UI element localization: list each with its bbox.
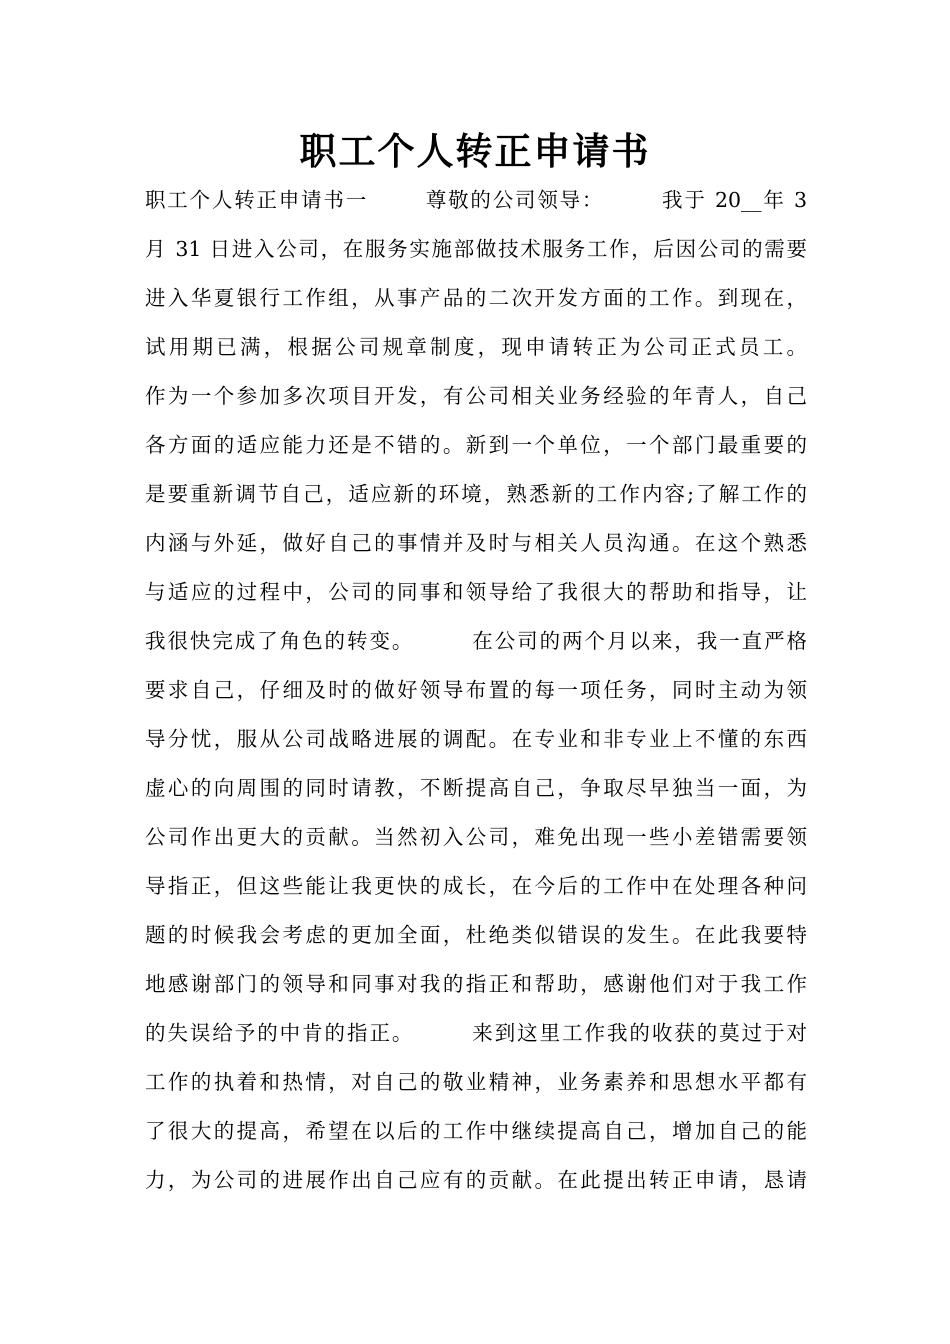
body-text-segment: 力，为公司的进展作出自己应有的贡献。在此提出转正申请，恳请 <box>145 1168 807 1192</box>
body-text-segment: 导分忧，服从公司战略进展的调配。在专业和非专业上不懂的东西 <box>145 727 807 751</box>
body-text-segment: 进入华夏银行工作组，从事产品的二次开发方面的工作。到现在， <box>145 286 807 310</box>
body-line <box>145 666 807 715</box>
body-line <box>145 568 807 617</box>
body-line <box>145 1156 807 1205</box>
body-text-segment: 与适应的过程中，公司的同事和领导给了我很大的帮助和指导，让 <box>145 580 807 604</box>
body-text-segment: 题的时候我会考虑的更加全面，杜绝类似错误的发生。在此我要特 <box>145 923 807 947</box>
body-line <box>145 323 807 372</box>
body-line <box>145 764 807 813</box>
body-line <box>145 274 807 323</box>
body-line <box>145 1058 807 1107</box>
body-text-segment: 是要重新调节自己，适应新的环境，熟悉新的工作内容;了解工作的 <box>145 482 807 506</box>
body-text-segment: 虚心的向周围的同时请教，不断提高自己，争取尽早独当一面，为 <box>145 776 807 800</box>
body-line <box>145 715 807 764</box>
body-text-segment: 公司作出更大的贡献。当然初入公司，难免出现一些小差错需要领 <box>145 825 807 849</box>
body-line <box>145 225 807 274</box>
body-text-segment: 来到这里工作我的收获的莫过于对 <box>470 1021 807 1045</box>
body-text-segment: 要求自己，仔细及时的做好领导布置的每一项任务，同时主动为领 <box>145 678 807 702</box>
body-line <box>145 960 807 1009</box>
body-line <box>145 176 807 225</box>
body-text-segment: 在公司的两个月以来，我一直严格 <box>470 629 807 653</box>
body-line <box>145 421 807 470</box>
body-line <box>145 617 807 666</box>
body-text-segment: 作为一个参加多次项目开发，有公司相关业务经验的年青人，自己 <box>145 384 807 408</box>
body-line <box>145 519 807 568</box>
body-line <box>145 1107 807 1156</box>
document-title: 职工个人转正申请书 <box>299 130 651 173</box>
body-text-segment: 工作的执着和热情，对自己的敬业精神，业务素养和思想水平都有 <box>145 1070 807 1094</box>
body-text-segment: 月 31 日进入公司，在服务实施部做技术服务工作，后因公司的需要 <box>145 237 807 261</box>
document-body <box>145 176 807 1205</box>
body-line <box>145 470 807 519</box>
body-line <box>145 372 807 421</box>
body-line <box>145 813 807 862</box>
body-text-segment: 尊敬的公司领导： <box>424 188 605 212</box>
body-line <box>145 911 807 960</box>
body-text-segment: 内涵与外延，做好自己的事情并及时与相关人员沟通。在这个熟悉 <box>145 531 807 555</box>
body-line <box>145 862 807 911</box>
body-text-segment: 我于 20__年 3 <box>660 188 807 212</box>
body-text-segment: 试用期已满，根据公司规章制度，现申请转正为公司正式员工。 <box>145 335 807 359</box>
body-text-segment: 的失误给予的中肯的指正。 <box>145 1021 415 1045</box>
body-text-segment: 我很快完成了角色的转变。 <box>145 629 415 653</box>
body-text-segment: 地感谢部门的领导和同事对我的指正和帮助，感谢他们对于我工作 <box>145 972 807 996</box>
body-line <box>145 1009 807 1058</box>
body-text-segment: 导指正，但这些能让我更快的成长，在今后的工作中在处理各种问 <box>145 874 807 898</box>
body-text-segment: 各方面的适应能力还是不错的。新到一个单位，一个部门最重要的 <box>145 433 807 457</box>
body-text-segment: 了很大的提高，希望在以后的工作中继续提高自己，增加自己的能 <box>145 1119 807 1143</box>
body-text-segment: 职工个人转正申请书一 <box>145 188 369 212</box>
